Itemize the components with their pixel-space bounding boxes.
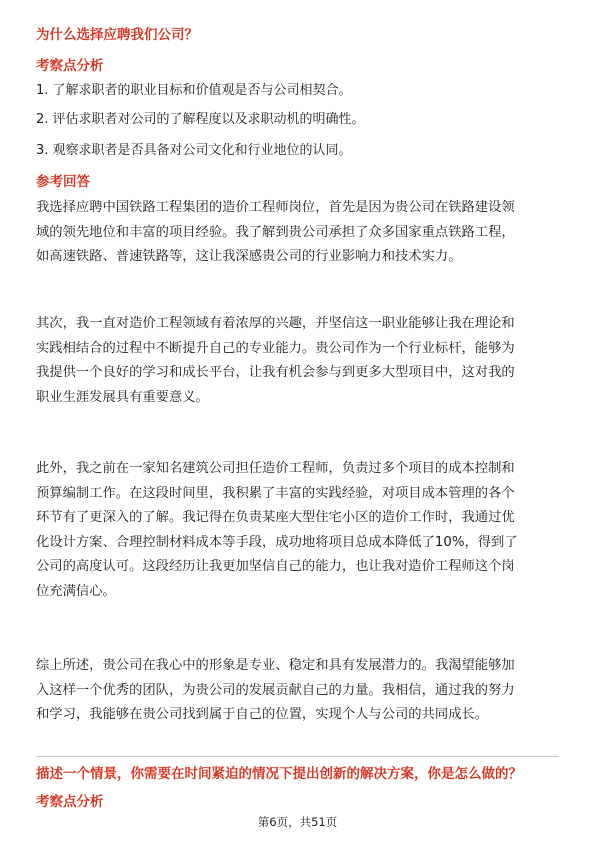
paragraph-line: 如高速铁路、普速铁路等，这让我深感贵公司的行业影响力和技术实力。	[36, 249, 462, 264]
analysis-point-1: 1. 了解求职者的职业目标和价值观是否与公司相契合。	[36, 83, 352, 98]
paragraph-line: 此外，我之前在一家知名建筑公司担任造价工程师，负责过多个项目的成本控制和	[36, 461, 515, 476]
answer-paragraph-3	[36, 457, 559, 604]
paragraph-line: 域的领先地位和丰富的项目经验。我了解到贵公司承担了众多国家重点铁路工程，	[36, 224, 515, 240]
paragraph-line: 职业生涯发展具有重要意义。	[36, 389, 209, 405]
analysis-point-2: 2. 评估求职者对公司的了解程度以及求职动机的明确性。	[36, 112, 365, 127]
paragraph-line: 环节有了更深入的了解。我记得在负责某座大型住宅小区的造价工作时，我通过优	[36, 510, 515, 525]
paragraph-line: 实践相结合的过程中不断提升自己的专业能力。贵公司作为一个行业标杆，能够为	[36, 340, 515, 356]
paragraph-line: 化设计方案、合理控制材料成本等手段，成功地将项目总成本降低了10%，得到了	[36, 534, 518, 550]
paragraph-line: 和学习，我能够在贵公司找到属于自己的位置，实现个人与公司的共同成长。	[36, 707, 489, 722]
analysis-heading: 考察点分析	[36, 58, 104, 74]
paragraph-line: 综上所述，贵公司在我心中的形象是专业、稳定和具有发展潜力的。我渴望能够加	[36, 658, 515, 673]
answer-heading: 参考回答	[36, 174, 90, 190]
paragraph-line: 公司的高度认可。这段经历让我更加坚信自己的能力，也让我对造价工程师这个岗	[36, 559, 515, 574]
page-number: 第6页，共51页	[257, 815, 338, 829]
answer-paragraph-2	[36, 312, 559, 410]
analysis-point-3: 3. 观察求职者是否具备对公司文化和行业地位的认同。	[36, 143, 352, 158]
paragraph-line: 位充满信心。	[36, 583, 116, 599]
paragraph-line: 入这样一个优秀的团队，为贵公司的发展贡献自己的力量。我相信，通过我的努力	[36, 682, 515, 698]
next-question-title: 描述一个情景，你需要在时间紧迫的情况下提出创新的解决方案，你是怎么做的？	[36, 766, 522, 782]
paragraph-line: 我选择应聘中国铁路工程集团的造价工程师岗位，首先是因为贵公司在铁路建设领	[36, 200, 515, 215]
section-divider	[36, 756, 559, 757]
next-analysis-heading: 考察点分析	[36, 794, 104, 810]
answer-paragraph-1	[36, 196, 559, 270]
question-title: 为什么选择应聘我们公司？	[36, 27, 198, 43]
paragraph-line: 我提供一个良好的学习和成长平台，让我有机会参与到更多大型项目中，这对我的	[36, 365, 515, 380]
paragraph-line: 预算编制工作。在这段时间里，我积累了丰富的实践经验，对项目成本管理的各个	[36, 485, 515, 501]
paragraph-line: 其次，我一直对造价工程领域有着浓厚的兴趣，并坚信这一职业能够让我在理论和	[36, 316, 515, 331]
answer-paragraph-4	[36, 654, 559, 728]
